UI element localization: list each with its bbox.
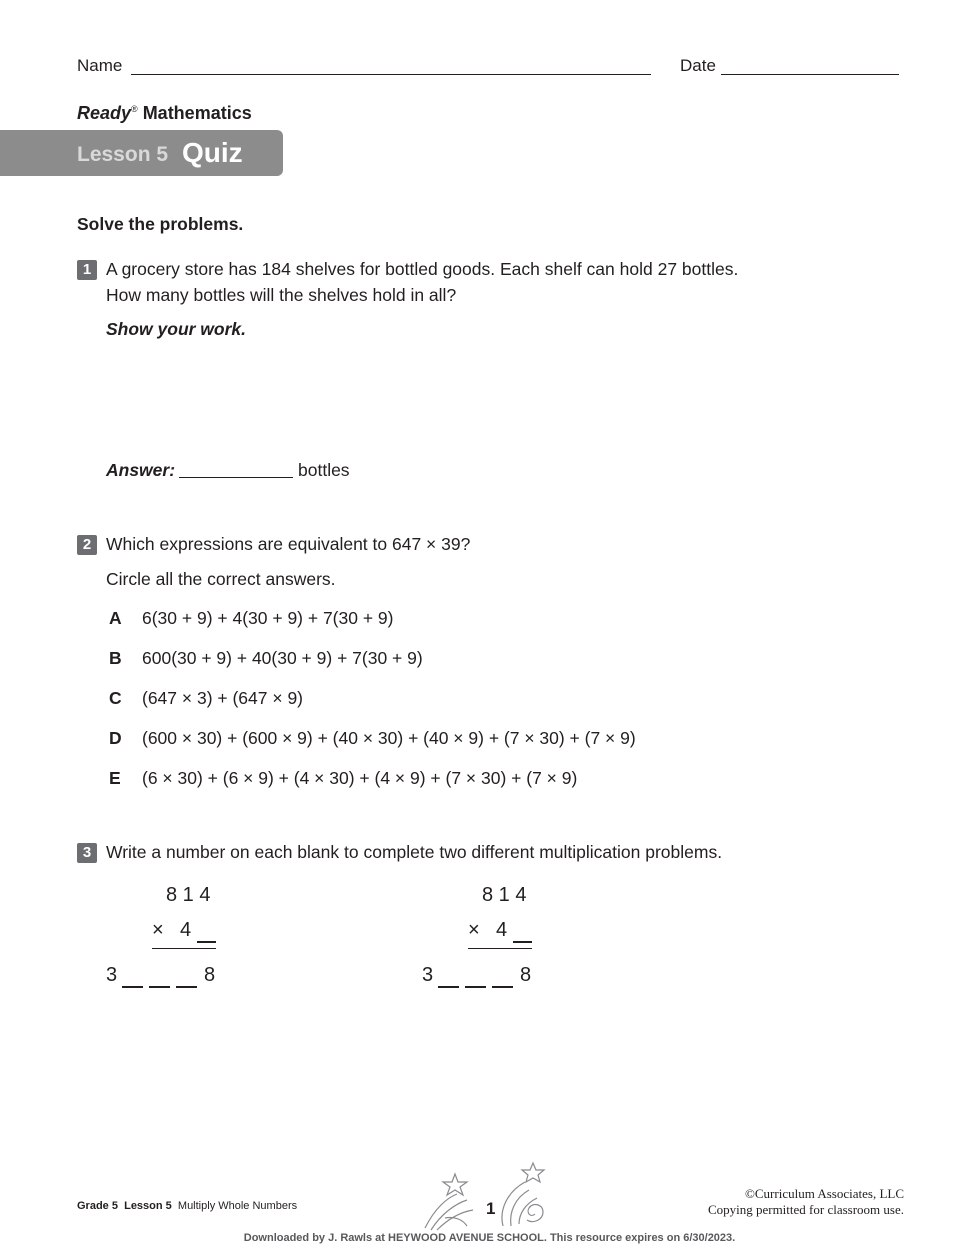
problem-2-product-last: 8	[520, 964, 532, 986]
problem-2-multiplier-digit: 4	[496, 919, 508, 941]
option-c-text[interactable]: (647 × 3) + (647 × 9)	[142, 688, 304, 708]
question-1-line-2: How many bottles will the shelves hold in all?	[106, 285, 457, 305]
footer-course-info	[77, 1200, 297, 1212]
answer-unit: bottles	[298, 460, 350, 480]
star-swirl-logo-icon	[415, 1160, 555, 1232]
footer-lesson: Lesson 5	[124, 1200, 172, 1212]
problem-2-product-first: 3	[422, 964, 434, 986]
copyright-line-1: ©Curriculum Associates, LLC	[745, 1186, 904, 1201]
problem-2-product-blank[interactable]	[465, 986, 486, 988]
question-1-text	[106, 256, 738, 308]
registered-mark: ®	[131, 104, 138, 114]
quiz-label: Quiz	[182, 137, 243, 168]
problem-1-rule	[152, 948, 216, 949]
problem-2-product-blank[interactable]	[492, 986, 513, 988]
question-3-number: 3	[77, 843, 97, 863]
question-2-instruction: Circle all the correct answers.	[106, 569, 336, 589]
option-a-letter[interactable]: A	[109, 608, 122, 628]
date-field[interactable]	[721, 74, 899, 75]
footer-grade: Grade 5	[77, 1200, 118, 1212]
option-b-text[interactable]: 600(30 + 9) + 40(30 + 9) + 7(30 + 9)	[142, 648, 423, 668]
problem-1-product-blank[interactable]	[122, 986, 143, 988]
problem-2-product-blank[interactable]	[438, 986, 459, 988]
answer-label: Answer:	[106, 460, 176, 480]
question-2-text: Which expressions are equivalent to 647 × 39?	[106, 534, 471, 554]
problem-1-multiplier-digit: 4	[180, 919, 192, 941]
problem-2-rule	[468, 948, 532, 949]
problem-1-times-icon: ×	[152, 919, 164, 941]
question-2-number: 2	[77, 535, 97, 555]
footer-copyright	[708, 1186, 904, 1218]
problem-1-product-last: 8	[204, 964, 216, 986]
problem-1-top-number: 8 1 4	[166, 884, 211, 906]
date-label: Date	[680, 56, 716, 75]
option-b-letter[interactable]: B	[109, 648, 122, 668]
option-e-text[interactable]: (6 × 30) + (6 × 9) + (4 × 30) + (4 × 9) + (7 × 30) + (7 × 9)	[142, 768, 578, 788]
problem-2-times-icon: ×	[468, 919, 480, 941]
question-1-number: 1	[77, 260, 97, 280]
option-d-letter[interactable]: D	[109, 728, 122, 748]
series-title	[77, 103, 252, 124]
answer-blank[interactable]	[179, 477, 293, 478]
option-a-text[interactable]: 6(30 + 9) + 4(30 + 9) + 7(30 + 9)	[142, 608, 394, 628]
download-notice: Downloaded by J. Rawls at HEYWOOD AVENUE SCHOOL. This resource expires on 6/30/2023.	[243, 1232, 736, 1244]
footer-topic: Multiply Whole Numbers	[177, 1200, 298, 1212]
problem-1-multiplier-blank[interactable]	[197, 941, 216, 943]
name-label: Name	[77, 56, 123, 75]
option-d-text[interactable]: (600 × 30) + (600 × 9) + (40 × 30) + (40 × 9) + (7 × 30) + (7 × 9)	[142, 728, 636, 748]
problem-1-product-blank[interactable]	[149, 986, 170, 988]
lesson-label: Lesson 5	[77, 143, 169, 166]
problem-1-product-blank[interactable]	[176, 986, 197, 988]
option-e-letter[interactable]: E	[109, 768, 121, 788]
work-area[interactable]	[106, 340, 886, 450]
page-number: 1	[486, 1199, 496, 1218]
problem-1-product-first: 3	[106, 964, 118, 986]
problem-2-multiplier-blank[interactable]	[513, 941, 532, 943]
problem-2-top-number: 8 1 4	[482, 884, 527, 906]
lesson-banner	[0, 130, 283, 176]
instructions: Solve the problems.	[77, 214, 244, 234]
show-work-label: Show your work.	[106, 319, 247, 339]
question-1-line-1: A grocery store has 184 shelves for bottled goods. Each shelf can hold 27 bottles.	[106, 259, 739, 279]
option-c-letter[interactable]: C	[109, 688, 122, 708]
name-field[interactable]	[131, 74, 651, 75]
question-3-text: Write a number on each blank to complete two different multiplication problems.	[106, 842, 723, 862]
copyright-line-2: Copying permitted for classroom use.	[707, 1202, 904, 1217]
series-title-italic: Ready	[77, 103, 132, 123]
series-title-rest: Mathematics	[142, 103, 252, 123]
